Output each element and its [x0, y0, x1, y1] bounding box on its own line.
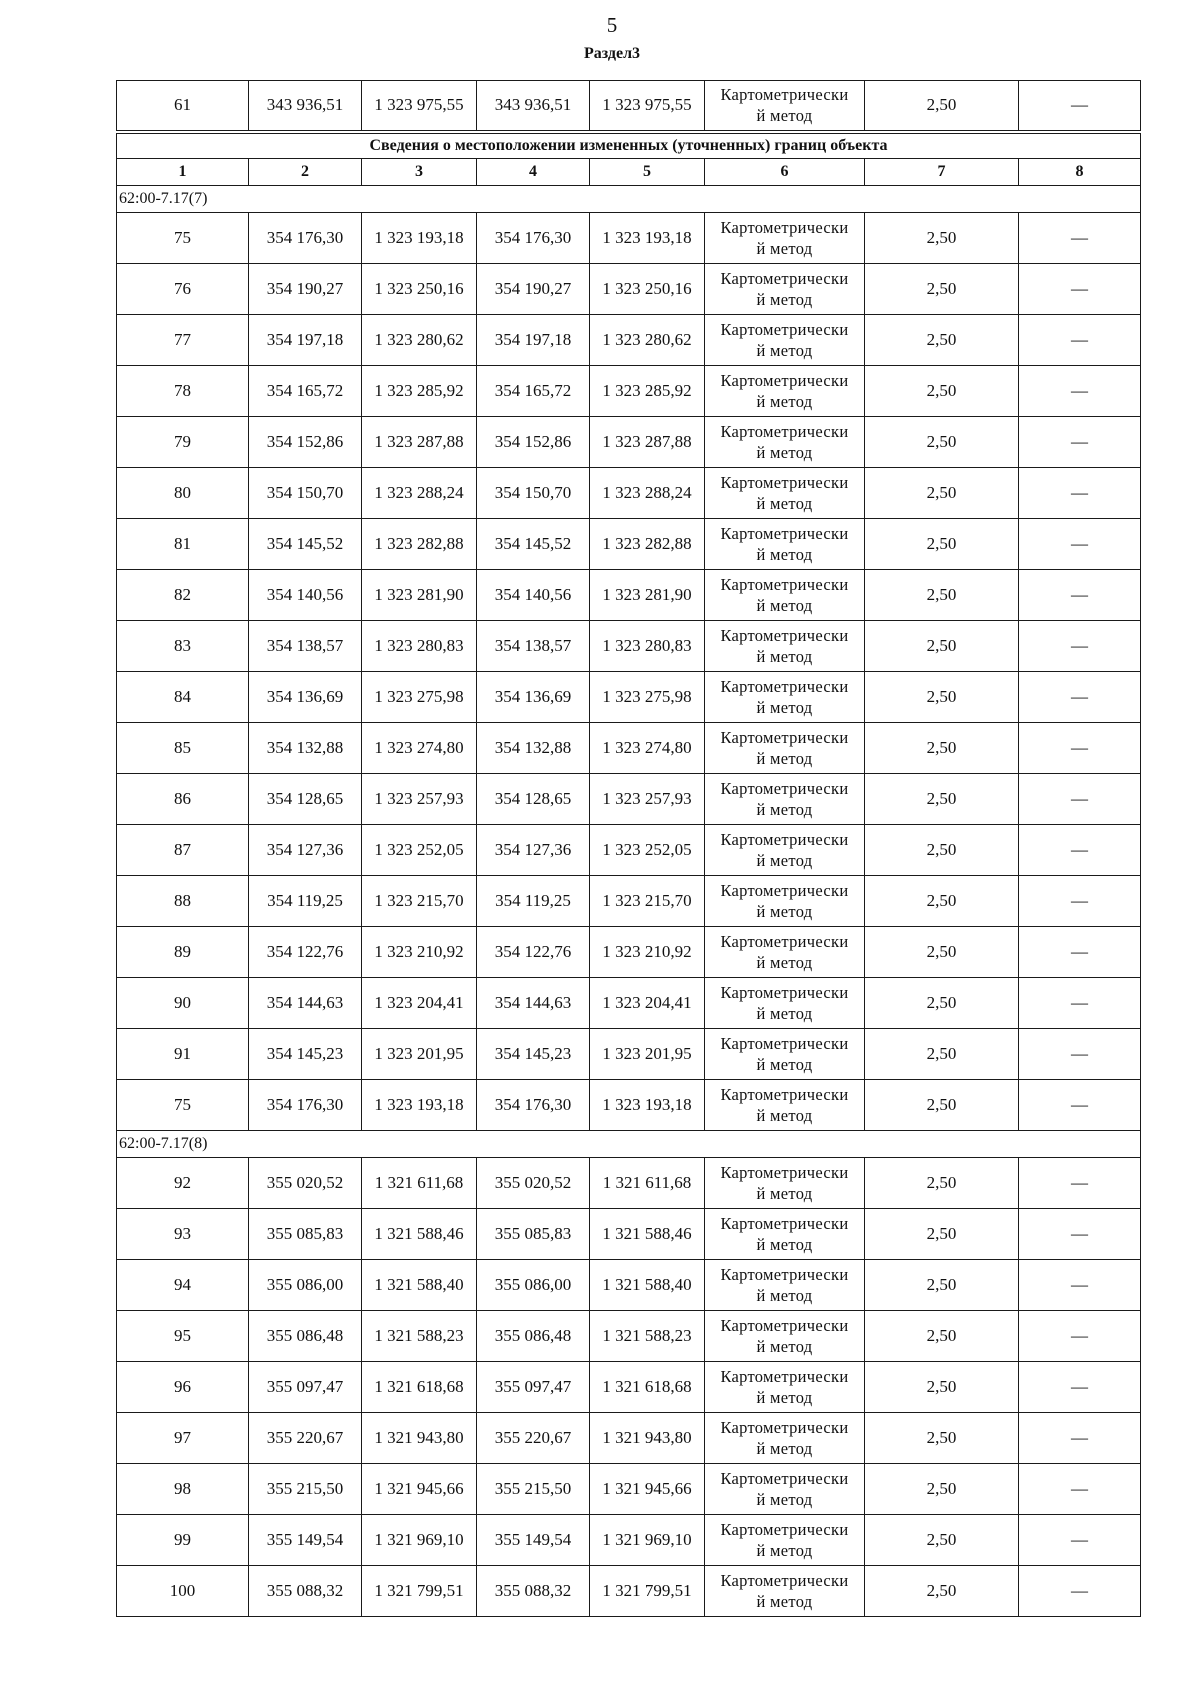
y-old-cell: 1 321 945,66	[362, 1464, 477, 1515]
method-cell: Картометрически й метод	[705, 621, 865, 672]
method-cell: Картометрически й метод	[705, 1566, 865, 1617]
point-number-cell: 75	[117, 213, 249, 264]
x-new-cell: 355 085,83	[477, 1209, 590, 1260]
note-cell: —	[1019, 1158, 1141, 1209]
table-row	[117, 1080, 1141, 1131]
column-number-cell: 8	[1019, 159, 1141, 186]
point-number-cell: 86	[117, 774, 249, 825]
note-cell: —	[1019, 927, 1141, 978]
x-new-cell: 354 128,65	[477, 774, 590, 825]
table-row	[117, 723, 1141, 774]
note-cell: —	[1019, 519, 1141, 570]
y-old-cell: 1 321 799,51	[362, 1566, 477, 1617]
column-number-cell: 7	[865, 159, 1019, 186]
y-new-cell: 1 323 252,05	[590, 825, 705, 876]
precision-cell: 2,50	[865, 264, 1019, 315]
point-number-cell: 97	[117, 1413, 249, 1464]
x-new-cell: 354 138,57	[477, 621, 590, 672]
x-old-cell: 355 220,67	[249, 1413, 362, 1464]
y-new-cell: 1 323 288,24	[590, 468, 705, 519]
table-row	[117, 468, 1141, 519]
precision-cell: 2,50	[865, 81, 1019, 132]
precision-cell: 2,50	[865, 1260, 1019, 1311]
method-cell: Картометрически й метод	[705, 1029, 865, 1080]
column-number-cell: 2	[249, 159, 362, 186]
table-row	[117, 81, 1141, 132]
y-new-cell: 1 321 799,51	[590, 1566, 705, 1617]
method-cell: Картометрически й метод	[705, 1209, 865, 1260]
precision-cell: 2,50	[865, 1311, 1019, 1362]
x-new-cell: 354 176,30	[477, 1080, 590, 1131]
group-header-row	[117, 1131, 1141, 1158]
y-new-cell: 1 323 257,93	[590, 774, 705, 825]
y-old-cell: 1 323 275,98	[362, 672, 477, 723]
precision-cell: 2,50	[865, 213, 1019, 264]
x-old-cell: 355 020,52	[249, 1158, 362, 1209]
y-new-cell: 1 323 282,88	[590, 519, 705, 570]
y-new-cell: 1 323 280,83	[590, 621, 705, 672]
y-old-cell: 1 321 588,23	[362, 1311, 477, 1362]
table-row	[117, 264, 1141, 315]
method-cell: Картометрически й метод	[705, 570, 865, 621]
method-cell: Картометрически й метод	[705, 1515, 865, 1566]
method-cell: Картометрически й метод	[705, 417, 865, 468]
precision-cell: 2,50	[865, 876, 1019, 927]
method-cell: Картометрически й метод	[705, 723, 865, 774]
precision-cell: 2,50	[865, 315, 1019, 366]
method-cell: Картометрически й метод	[705, 1080, 865, 1131]
note-cell: —	[1019, 1029, 1141, 1080]
y-old-cell: 1 323 285,92	[362, 366, 477, 417]
x-old-cell: 355 086,00	[249, 1260, 362, 1311]
x-new-cell: 355 215,50	[477, 1464, 590, 1515]
note-cell: —	[1019, 366, 1141, 417]
table-row	[117, 1566, 1141, 1617]
table-row	[117, 1362, 1141, 1413]
note-cell: —	[1019, 264, 1141, 315]
method-cell: Картометрически й метод	[705, 1362, 865, 1413]
x-old-cell: 354 144,63	[249, 978, 362, 1029]
table-header	[117, 132, 1141, 186]
method-cell: Картометрически й метод	[705, 519, 865, 570]
note-cell: —	[1019, 1260, 1141, 1311]
point-number-cell: 82	[117, 570, 249, 621]
y-new-cell: 1 323 215,70	[590, 876, 705, 927]
note-cell: —	[1019, 1464, 1141, 1515]
y-old-cell: 1 323 280,83	[362, 621, 477, 672]
precision-cell: 2,50	[865, 774, 1019, 825]
note-cell: —	[1019, 672, 1141, 723]
y-new-cell: 1 321 943,80	[590, 1413, 705, 1464]
table-row	[117, 570, 1141, 621]
x-old-cell: 354 138,57	[249, 621, 362, 672]
x-new-cell: 355 086,00	[477, 1260, 590, 1311]
x-old-cell: 354 119,25	[249, 876, 362, 927]
x-new-cell: 354 132,88	[477, 723, 590, 774]
column-number-cell: 1	[117, 159, 249, 186]
column-number-cell: 5	[590, 159, 705, 186]
method-cell: Картометрически й метод	[705, 1260, 865, 1311]
point-number-cell: 87	[117, 825, 249, 876]
note-cell: —	[1019, 1566, 1141, 1617]
table-row	[117, 1413, 1141, 1464]
point-number-cell: 99	[117, 1515, 249, 1566]
point-number-cell: 79	[117, 417, 249, 468]
note-cell: —	[1019, 1362, 1141, 1413]
method-cell: Картометрически й метод	[705, 264, 865, 315]
table-caption-row	[117, 132, 1141, 159]
section-title: Раздел3	[583, 45, 641, 62]
y-new-cell: 1 321 945,66	[590, 1464, 705, 1515]
point-number-cell: 100	[117, 1566, 249, 1617]
y-new-cell: 1 323 193,18	[590, 1080, 705, 1131]
point-number-cell: 91	[117, 1029, 249, 1080]
y-old-cell: 1 323 250,16	[362, 264, 477, 315]
note-cell: —	[1019, 723, 1141, 774]
y-old-cell: 1 321 588,40	[362, 1260, 477, 1311]
x-new-cell: 354 165,72	[477, 366, 590, 417]
y-old-cell: 1 323 287,88	[362, 417, 477, 468]
note-cell: —	[1019, 213, 1141, 264]
y-new-cell: 1 323 281,90	[590, 570, 705, 621]
x-old-cell: 354 136,69	[249, 672, 362, 723]
x-new-cell: 355 086,48	[477, 1311, 590, 1362]
x-new-cell: 354 150,70	[477, 468, 590, 519]
point-number-cell: 85	[117, 723, 249, 774]
method-cell: Картометрически й метод	[705, 927, 865, 978]
precision-cell: 2,50	[865, 621, 1019, 672]
x-old-cell: 354 176,30	[249, 213, 362, 264]
point-number-cell: 94	[117, 1260, 249, 1311]
y-old-cell: 1 321 588,46	[362, 1209, 477, 1260]
point-number-cell: 88	[117, 876, 249, 927]
note-cell: —	[1019, 978, 1141, 1029]
table-row	[117, 1029, 1141, 1080]
column-number-cell: 3	[362, 159, 477, 186]
note-cell: —	[1019, 1515, 1141, 1566]
y-old-cell: 1 321 618,68	[362, 1362, 477, 1413]
point-number-cell: 90	[117, 978, 249, 1029]
x-old-cell: 354 127,36	[249, 825, 362, 876]
precision-cell: 2,50	[865, 1029, 1019, 1080]
table-row	[117, 1158, 1141, 1209]
coordinates-table	[116, 80, 1141, 1617]
x-old-cell: 354 197,18	[249, 315, 362, 366]
table-row	[117, 825, 1141, 876]
group-label: 62:00-7.17(8)	[117, 1131, 1141, 1158]
precision-cell: 2,50	[865, 1566, 1019, 1617]
note-cell: —	[1019, 621, 1141, 672]
table-row	[117, 366, 1141, 417]
y-new-cell: 1 323 975,55	[590, 81, 705, 132]
x-new-cell: 355 220,67	[477, 1413, 590, 1464]
table-row	[117, 1515, 1141, 1566]
x-old-cell: 354 145,52	[249, 519, 362, 570]
y-old-cell: 1 323 280,62	[362, 315, 477, 366]
point-number-cell: 98	[117, 1464, 249, 1515]
precision-cell: 2,50	[865, 1158, 1019, 1209]
x-new-cell: 354 136,69	[477, 672, 590, 723]
x-old-cell: 354 132,88	[249, 723, 362, 774]
column-number-cell: 6	[705, 159, 865, 186]
note-cell: —	[1019, 81, 1141, 132]
table-row	[117, 417, 1141, 468]
method-cell: Картометрически й метод	[705, 315, 865, 366]
x-old-cell: 354 150,70	[249, 468, 362, 519]
point-number-cell: 95	[117, 1311, 249, 1362]
precision-cell: 2,50	[865, 825, 1019, 876]
method-cell: Картометрически й метод	[705, 978, 865, 1029]
x-old-cell: 355 085,83	[249, 1209, 362, 1260]
x-new-cell: 354 197,18	[477, 315, 590, 366]
precision-cell: 2,50	[865, 1209, 1019, 1260]
y-old-cell: 1 323 193,18	[362, 1080, 477, 1131]
y-new-cell: 1 321 588,23	[590, 1311, 705, 1362]
point-number-cell: 93	[117, 1209, 249, 1260]
y-new-cell: 1 323 201,95	[590, 1029, 705, 1080]
y-new-cell: 1 321 588,46	[590, 1209, 705, 1260]
x-new-cell: 354 152,86	[477, 417, 590, 468]
y-old-cell: 1 323 257,93	[362, 774, 477, 825]
y-new-cell: 1 323 285,92	[590, 366, 705, 417]
method-cell: Картометрически й метод	[705, 774, 865, 825]
note-cell: —	[1019, 1413, 1141, 1464]
point-number-cell: 80	[117, 468, 249, 519]
precision-cell: 2,50	[865, 519, 1019, 570]
table-row	[117, 1260, 1141, 1311]
table-row	[117, 774, 1141, 825]
method-cell: Картометрически й метод	[705, 1311, 865, 1362]
table-row	[117, 519, 1141, 570]
point-number-cell: 81	[117, 519, 249, 570]
point-number-cell: 96	[117, 1362, 249, 1413]
y-old-cell: 1 323 281,90	[362, 570, 477, 621]
method-cell: Картометрически й метод	[705, 81, 865, 132]
y-old-cell: 1 321 969,10	[362, 1515, 477, 1566]
note-cell: —	[1019, 315, 1141, 366]
precision-cell: 2,50	[865, 366, 1019, 417]
x-old-cell: 343 936,51	[249, 81, 362, 132]
y-old-cell: 1 323 274,80	[362, 723, 477, 774]
table-row	[117, 1464, 1141, 1515]
x-new-cell: 355 088,32	[477, 1566, 590, 1617]
table-row	[117, 978, 1141, 1029]
x-new-cell: 343 936,51	[477, 81, 590, 132]
method-cell: Картометрически й метод	[705, 876, 865, 927]
y-old-cell: 1 323 282,88	[362, 519, 477, 570]
y-new-cell: 1 323 287,88	[590, 417, 705, 468]
precision-cell: 2,50	[865, 723, 1019, 774]
y-old-cell: 1 323 193,18	[362, 213, 477, 264]
note-cell: —	[1019, 774, 1141, 825]
point-number-cell: 77	[117, 315, 249, 366]
method-cell: Картометрически й метод	[705, 672, 865, 723]
column-number-cell: 4	[477, 159, 590, 186]
point-number-cell: 75	[117, 1080, 249, 1131]
group-label: 62:00-7.17(7)	[117, 186, 1141, 213]
y-new-cell: 1 321 969,10	[590, 1515, 705, 1566]
table-row	[117, 213, 1141, 264]
x-new-cell: 355 149,54	[477, 1515, 590, 1566]
method-cell: Картометрически й метод	[705, 825, 865, 876]
table-row	[117, 621, 1141, 672]
x-new-cell: 354 145,52	[477, 519, 590, 570]
y-new-cell: 1 323 274,80	[590, 723, 705, 774]
note-cell: —	[1019, 876, 1141, 927]
y-old-cell: 1 323 204,41	[362, 978, 477, 1029]
precision-cell: 2,50	[865, 468, 1019, 519]
x-new-cell: 354 176,30	[477, 213, 590, 264]
x-old-cell: 354 145,23	[249, 1029, 362, 1080]
method-cell: Картометрически й метод	[705, 1464, 865, 1515]
x-old-cell: 354 176,30	[249, 1080, 362, 1131]
table-row	[117, 672, 1141, 723]
group-header-row	[117, 186, 1141, 213]
x-old-cell: 354 128,65	[249, 774, 362, 825]
y-old-cell: 1 323 210,92	[362, 927, 477, 978]
y-old-cell: 1 323 215,70	[362, 876, 477, 927]
method-cell: Картометрически й метод	[705, 213, 865, 264]
x-new-cell: 354 190,27	[477, 264, 590, 315]
y-new-cell: 1 321 588,40	[590, 1260, 705, 1311]
x-old-cell: 354 140,56	[249, 570, 362, 621]
precision-cell: 2,50	[865, 1362, 1019, 1413]
point-number-cell: 76	[117, 264, 249, 315]
y-old-cell: 1 323 288,24	[362, 468, 477, 519]
table-row	[117, 315, 1141, 366]
x-new-cell: 355 020,52	[477, 1158, 590, 1209]
x-old-cell: 355 215,50	[249, 1464, 362, 1515]
precision-cell: 2,50	[865, 927, 1019, 978]
table-row	[117, 876, 1141, 927]
method-cell: Картометрически й метод	[705, 1158, 865, 1209]
y-new-cell: 1 321 618,68	[590, 1362, 705, 1413]
x-old-cell: 355 149,54	[249, 1515, 362, 1566]
note-cell: —	[1019, 468, 1141, 519]
y-old-cell: 1 321 611,68	[362, 1158, 477, 1209]
note-cell: —	[1019, 1311, 1141, 1362]
table-caption: Сведения о местоположении измененных (уточненных) границ объекта	[117, 132, 1141, 159]
y-new-cell: 1 323 204,41	[590, 978, 705, 1029]
y-new-cell: 1 323 280,62	[590, 315, 705, 366]
note-cell: —	[1019, 1209, 1141, 1260]
method-cell: Картометрически й метод	[705, 366, 865, 417]
point-number-cell: 89	[117, 927, 249, 978]
point-number-cell: 61	[117, 81, 249, 132]
groups-body	[117, 186, 1141, 1617]
x-new-cell: 354 122,76	[477, 927, 590, 978]
precision-cell: 2,50	[865, 1515, 1019, 1566]
table-row	[117, 1311, 1141, 1362]
precision-cell: 2,50	[865, 1413, 1019, 1464]
x-old-cell: 354 165,72	[249, 366, 362, 417]
precision-cell: 2,50	[865, 1464, 1019, 1515]
y-new-cell: 1 323 210,92	[590, 927, 705, 978]
x-old-cell: 354 152,86	[249, 417, 362, 468]
y-old-cell: 1 323 252,05	[362, 825, 477, 876]
note-cell: —	[1019, 417, 1141, 468]
top-rows	[117, 81, 1141, 132]
column-numbers-row	[117, 159, 1141, 186]
y-new-cell: 1 323 275,98	[590, 672, 705, 723]
y-old-cell: 1 323 201,95	[362, 1029, 477, 1080]
precision-cell: 2,50	[865, 1080, 1019, 1131]
table-row	[117, 1209, 1141, 1260]
point-number-cell: 92	[117, 1158, 249, 1209]
precision-cell: 2,50	[865, 570, 1019, 621]
y-new-cell: 1 323 193,18	[590, 213, 705, 264]
x-old-cell: 354 190,27	[249, 264, 362, 315]
point-number-cell: 78	[117, 366, 249, 417]
table-row	[117, 927, 1141, 978]
y-new-cell: 1 323 250,16	[590, 264, 705, 315]
method-cell: Картометрически й метод	[705, 468, 865, 519]
precision-cell: 2,50	[865, 978, 1019, 1029]
x-old-cell: 354 122,76	[249, 927, 362, 978]
precision-cell: 2,50	[865, 417, 1019, 468]
note-cell: —	[1019, 1080, 1141, 1131]
point-number-cell: 84	[117, 672, 249, 723]
x-old-cell: 355 086,48	[249, 1311, 362, 1362]
x-old-cell: 355 097,47	[249, 1362, 362, 1413]
x-new-cell: 354 144,63	[477, 978, 590, 1029]
y-old-cell: 1 321 943,80	[362, 1413, 477, 1464]
note-cell: —	[1019, 825, 1141, 876]
x-new-cell: 354 127,36	[477, 825, 590, 876]
y-new-cell: 1 321 611,68	[590, 1158, 705, 1209]
note-cell: —	[1019, 570, 1141, 621]
point-number-cell: 83	[117, 621, 249, 672]
x-new-cell: 354 140,56	[477, 570, 590, 621]
x-new-cell: 354 119,25	[477, 876, 590, 927]
x-old-cell: 355 088,32	[249, 1566, 362, 1617]
y-old-cell: 1 323 975,55	[362, 81, 477, 132]
precision-cell: 2,50	[865, 672, 1019, 723]
page-number: 5	[606, 13, 618, 37]
x-new-cell: 355 097,47	[477, 1362, 590, 1413]
x-new-cell: 354 145,23	[477, 1029, 590, 1080]
method-cell: Картометрически й метод	[705, 1413, 865, 1464]
